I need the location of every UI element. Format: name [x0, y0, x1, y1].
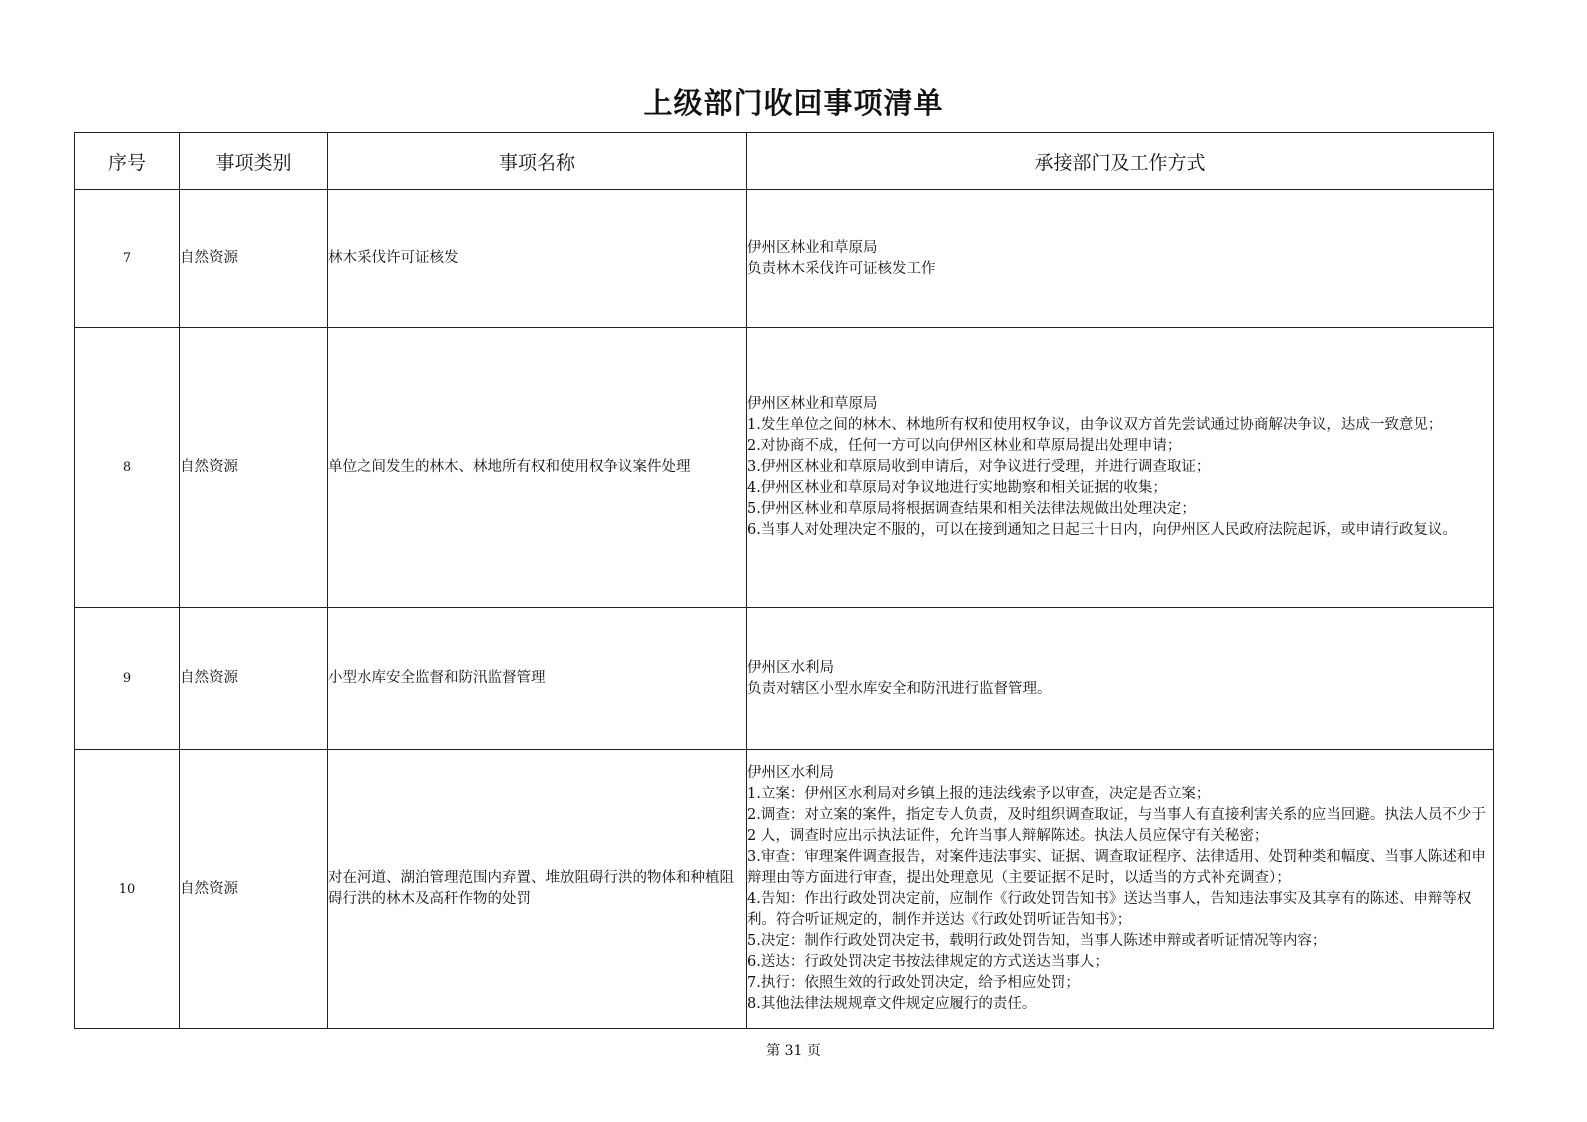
row-category: 自然资源: [180, 750, 328, 1029]
row-num: 9: [75, 608, 180, 750]
dept-line: 伊州区林业和草原局: [747, 239, 878, 256]
table-row: [75, 328, 1494, 608]
dept-line: 3.伊州区林业和草原局收到申请后，对争议进行受理，并进行调查取证；: [747, 459, 1211, 475]
row-dept: [747, 750, 1494, 1029]
dept-line: 5.决定：制作行政处罚决定书，载明行政处罚告知，当事人陈述申辩或者听证情况等内容；: [747, 933, 1327, 949]
row-name: 单位之间发生的林木、林地所有权和使用权争议案件处理: [328, 328, 747, 608]
page-number: 第 31 页: [766, 1043, 821, 1059]
table-row: [75, 750, 1494, 1029]
header-dept: 承接部门及工作方式: [747, 133, 1494, 190]
dept-line: 1.立案：伊州区水利局对乡镇上报的违法线索予以审查，决定是否立案；: [747, 786, 1211, 802]
header-num: 序号: [75, 133, 180, 190]
row-name: 对在河道、湖泊管理范围内弃置、堆放阻碍行洪的物体和种植阻碍行洪的林木及高秆作物的处罚: [328, 750, 747, 1029]
dept-line: 2.调查：对立案的案件，指定专人负责，及时组织调查取证，与当事人有直接利害关系的应当回避。执法人员不少于 2 人，调查时应出示执法证件，允许当事人辩解陈述。执法人员应保守有关秘密；: [747, 807, 1486, 844]
row-category: 自然资源: [180, 328, 328, 608]
dept-line: 4.告知：作出行政处罚决定前，应制作《行政处罚告知书》送达当事人，告知违法事实及其享有的陈述、申辩等权利。符合听证规定的，制作并送达《行政处罚听证告知书》；: [747, 891, 1472, 928]
dept-line: 6.当事人对处理决定不服的，可以在接到通知之日起三十日内，向伊州区人民政府法院起诉，或申请行政复议。: [747, 522, 1457, 538]
dept-line: 3.审查：审理案件调查报告，对案件违法事实、证据、调查取证程序、法律适用、处罚种类和幅度、当事人陈述和申辩理由等方面进行审查，提出处理意见（主要证据不足时，以适当的方式补充调查）；: [747, 849, 1486, 886]
header-name: 事项名称: [328, 133, 747, 190]
dept-line: 2.对协商不成，任何一方可以向伊州区林业和草原局提出处理申请；: [747, 438, 1182, 454]
row-num: 10: [75, 750, 180, 1029]
row-num: 8: [75, 328, 180, 608]
table-header-row: [75, 133, 1494, 190]
row-dept: [747, 190, 1494, 328]
dept-line: 6.送达：行政处罚决定书按法律规定的方式送达当事人；: [747, 954, 1109, 970]
row-num: 7: [75, 190, 180, 328]
page-title: 上级部门收回事项清单: [643, 86, 944, 120]
header-category: 事项类别: [180, 133, 328, 190]
dept-line: 负责林木采伐许可证核发工作: [747, 260, 936, 277]
row-category: 自然资源: [180, 190, 328, 328]
table-row: [75, 190, 1494, 328]
dept-line: 伊州区水利局: [747, 659, 834, 676]
row-name: 林木采伐许可证核发: [328, 190, 747, 328]
dept-line: 伊州区林业和草原局: [747, 396, 878, 412]
row-name: 小型水库安全监督和防汛监督管理: [328, 608, 747, 750]
row-dept: [747, 328, 1494, 608]
table-row: [75, 608, 1494, 750]
items-table: [74, 132, 1494, 1029]
dept-line: 负责对辖区小型水库安全和防汛进行监督管理。: [747, 680, 1052, 697]
row-category: 自然资源: [180, 608, 328, 750]
row-dept: [747, 608, 1494, 750]
dept-line: 8.其他法律法规规章文件规定应履行的责任。: [747, 996, 1037, 1012]
dept-line: 4.伊州区林业和草原局对争议地进行实地勘察和相关证据的收集；: [747, 480, 1167, 496]
dept-line: 5.伊州区林业和草原局将根据调查结果和相关法律法规做出处理决定；: [747, 501, 1196, 517]
dept-line: 1.发生单位之间的林木、林地所有权和使用权争议，由争议双方首先尝试通过协商解决争议，达成一致意见；: [747, 417, 1443, 433]
dept-line: 7.执行：依照生效的行政处罚决定，给予相应处罚；: [747, 975, 1080, 991]
dept-line: 伊州区水利局: [747, 765, 834, 781]
